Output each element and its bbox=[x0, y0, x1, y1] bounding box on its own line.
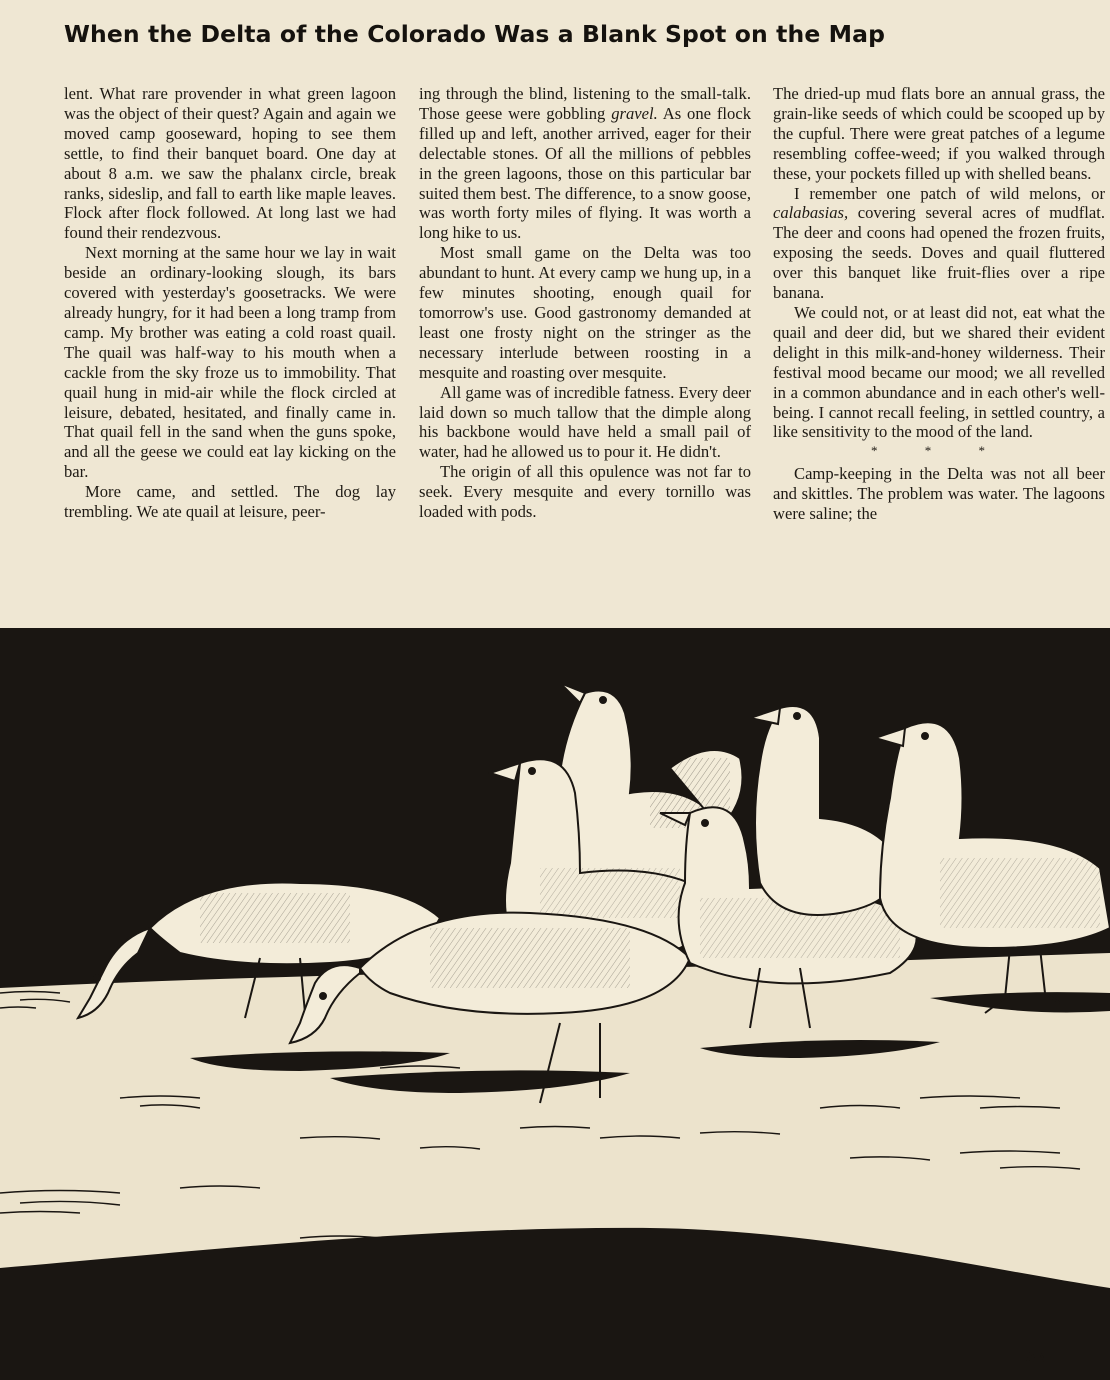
paragraph: The dried-up mud flats bore an annual grass, the grain-like seeds of which could be scooped up by the cupful. There were great patches of a legume resembling coffee-weed; if you walked through these, your pockets filled up with shelled beans. bbox=[773, 84, 1105, 183]
text-column-3 bbox=[773, 84, 1105, 524]
text-run: As one flock filled up and left, another arrived, eager for their delectable stones. Of all the millions of pebbles in the green lagoons, those on this particular bar suited them best. The difference, to a snow goose, was worth forty miles of flying. It was worth a long hike to us. bbox=[419, 103, 751, 243]
paragraph: We could not, or at least did not, eat what the quail and deer did, but we shared their evident delight in this milk-and-honey wilderness. Their festival mood became our mood; we all revelled in a common abundance and in each other's well-being. I cannot recall feeling, in settled country, a like sensitivity to the mood of the land. bbox=[773, 302, 1105, 442]
text-column-2 bbox=[419, 84, 751, 522]
paragraph: lent. What rare provender in what green lagoon was the object of their quest? Again and again we moved camp gooseward, hoping to see them settle, to find their banquet board. One day at about 8 a.m. we saw the phalanx circle, break ranks, sideslip, and fall to earth like maple leaves. Flock after flock followed. At long last we had found their rendezvous. bbox=[64, 84, 396, 243]
article-headline: When the Delta of the Colorado Was a Blank Spot on the Map bbox=[64, 20, 886, 48]
paragraph: All game was of incredible fatness. Every deer laid down so much tallow that the dimple along his backbone would have held a small pail of water, had he allowed us to pour it. He didn't. bbox=[419, 382, 751, 462]
paragraph: The origin of all this opulence was not far to seek. Every mesquite and every tornillo was loaded with pods. bbox=[419, 462, 751, 522]
paragraph: More came, and settled. The dog lay trembling. We ate quail at leisure, peer- bbox=[64, 482, 396, 522]
italic-text: gravel. bbox=[611, 103, 658, 123]
paragraph: Camp-keeping in the Delta was not all beer and skittles. The problem was water. The lagoons were saline; the bbox=[773, 464, 1105, 524]
article-body bbox=[64, 84, 1108, 604]
section-separator: * * * bbox=[871, 443, 1007, 459]
text-run: I remember one patch of wild melons, or bbox=[794, 183, 1105, 203]
italic-text: calabasias, bbox=[773, 203, 849, 223]
geese-illustration bbox=[0, 628, 1110, 1380]
paragraph bbox=[419, 84, 751, 243]
artist-signature: HAN bbox=[1014, 1351, 1048, 1366]
paragraph: Next morning at the same hour we lay in wait beside an ordinary-looking slough, its bars covered with yesterday's goosetracks. We were already hungry, for it had been a long tramp from camp. My brother was eating a cold roast quail. The quail was half-way to his mouth when a cackle from the sky froze us to immobility. That quail hung in mid-air while the flock circled at leisure, debated, hesitated, and finally came in. That quail fell in the sand when the guns spoke, and all the geese we could eat lay kicking on the bar. bbox=[64, 243, 396, 482]
paragraph bbox=[773, 184, 1105, 303]
text-column-1 bbox=[64, 84, 396, 522]
text-run: ing through the blind, listening to the small-talk. Those geese were gobbling bbox=[419, 84, 751, 123]
text-run: covering several acres of mudflat. The deer and coons had opened the frozen fruits, exposing the seeds. Doves and quail fluttered over this banquet like fruit-flies over a ripe banana. bbox=[773, 203, 1105, 303]
paragraph: Most small game on the Delta was too abundant to hunt. At every camp we hung up, in a few minutes shooting, enough quail for tomorrow's use. Good gastronomy demanded at least one frosty night on the stringer as the necessary interlude between roosting in a mesquite and roasting over mesquite. bbox=[419, 243, 751, 382]
